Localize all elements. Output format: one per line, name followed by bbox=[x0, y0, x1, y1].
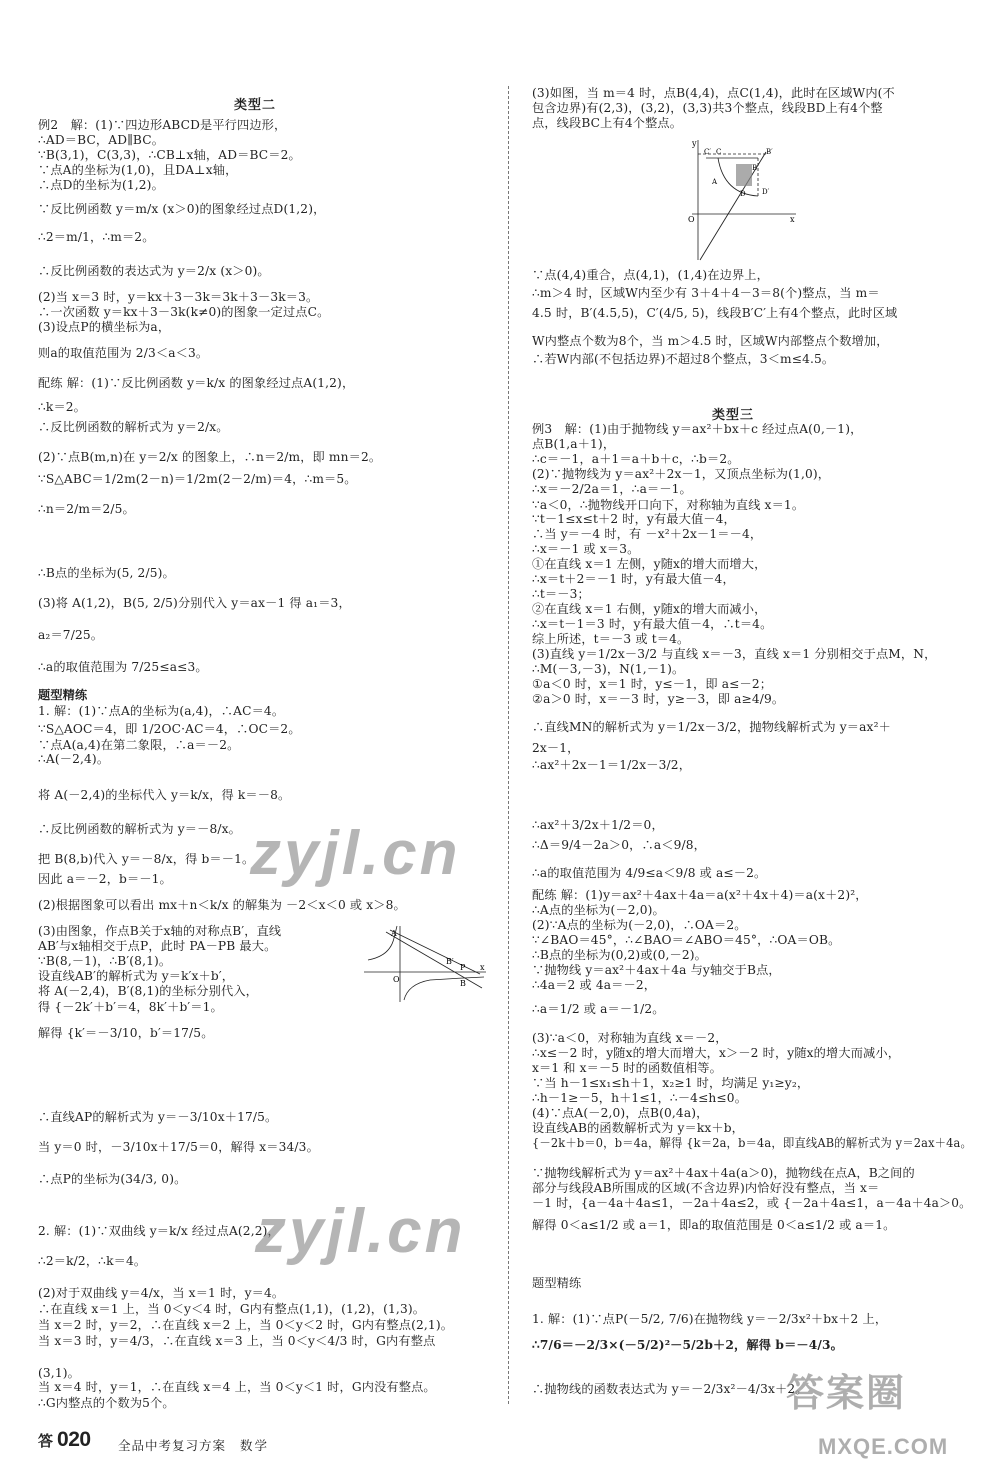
right-text-line: 点B(1,a＋1)， bbox=[532, 437, 616, 451]
right-text-line: ∵抛物线 y＝ax²＋4ax＋4a 与y轴交于B点， bbox=[532, 963, 781, 977]
left-text-line: ∴点D的坐标为(1,2)。 bbox=[38, 178, 164, 192]
left-text-line: a₂＝7/25。 bbox=[38, 628, 104, 642]
right-text-line: ∴Δ＝9/4－2a＞0，∴a＜9/8， bbox=[532, 838, 706, 852]
left-text-line: (2)当 x＝3 时，y＝kx＋3－3k＝3k＋3－3k＝3。 bbox=[38, 290, 319, 304]
fig-label-b-prime: B′ bbox=[766, 148, 773, 156]
right-text-line: (3)∵a＜0，对称轴为直线 x＝－2， bbox=[532, 1031, 728, 1045]
right-text-line: ∴a的取值范围为 4/9≤a＜9/8 或 a≤－2。 bbox=[532, 866, 767, 880]
right-text-line: (3)直线 y＝1/2x－3/2 与直线 x＝－3，直线 x＝1 分别相交于点M，N， bbox=[532, 647, 937, 661]
page-number-badge bbox=[38, 1428, 91, 1452]
left-text-line: ∴G内整点的个数为5个。 bbox=[38, 1396, 175, 1410]
left-text-line: 1. 解：(1)∵点A的坐标为(a,4)，∴AC＝4。 bbox=[38, 704, 285, 718]
left-text-line: 当 y＝0 时，－3/10x＋17/5＝0，解得 x＝34/3。 bbox=[38, 1140, 319, 1154]
right-text-line: ∴7/6＝－2/3×(－5/2)²－5/2b＋2，解得 b＝－4/3。 bbox=[532, 1338, 843, 1352]
right-text-line: ∵t－1≤x≤t＋2 时，y有最大值－4， bbox=[532, 512, 736, 526]
right-text-line: (2)∵抛物线为 y＝ax²＋2x－1，又顶点坐标为(1,0)， bbox=[532, 467, 831, 481]
right-text-line: ∴m＞4 时，区域W内至少有 3＋4＋4－3＝8(个)整点，当 m＝ bbox=[532, 286, 880, 300]
right-text-line: ∴x＝－1 或 x＝3。 bbox=[532, 542, 640, 556]
fig-label-d-prime: D′ bbox=[762, 188, 770, 196]
fig-label-x: x bbox=[480, 963, 485, 972]
left-text-line: (3)设点P的横坐标为a， bbox=[38, 320, 171, 334]
right-text-line: 题型精练 bbox=[532, 1276, 582, 1290]
left-text-line: ∵S△ABC＝1/2m(2－n)＝1/2m(2－2/m)＝4，∴m＝5。 bbox=[38, 472, 357, 486]
left-text-line: 得 {－2k′＋b′＝4，8k′＋b′＝1。 bbox=[38, 1000, 223, 1014]
left-text-line: ∴a的取值范围为 7/25≤a≤3。 bbox=[38, 660, 208, 674]
fig-label-b: B bbox=[752, 164, 758, 172]
fig-label-b-prime: B′ bbox=[446, 957, 454, 966]
hyperbola-branch-4 bbox=[404, 977, 484, 1000]
left-text-line: (2)根据图象可以看出 mx＋n＜k/x 的解集为 －2＜x＜0 或 x＞8。 bbox=[38, 898, 406, 912]
left-text-line: ∴A(－2,4)。 bbox=[38, 752, 110, 766]
right-text-line: ∴x＝－2/2a＝1，∴a＝－1。 bbox=[532, 482, 692, 496]
shaded-region bbox=[736, 164, 752, 186]
left-text-line: ∵点A的坐标为(1,0)，且DA⊥x轴， bbox=[38, 163, 238, 177]
left-text-line: (3)由图象，作点B关于x轴的对称点B′，直线 bbox=[38, 924, 282, 938]
right-text-line: ∵当 h－1≤x₁≤h＋1，x₂≥1 时，均满足 y₁≥y₂， bbox=[532, 1076, 810, 1090]
right-text-line: ∵点(4,4)重合，点(4,1)，(1,4)在边界上， bbox=[532, 268, 769, 282]
right-text-line: ①a＜0 时，x＝1 时，y≤－1，即 a≤－2； bbox=[532, 677, 773, 691]
left-text-line: (3,1)。 bbox=[38, 1366, 80, 1380]
left-text-line: 将 A(－2,4)，B′(8,1)的坐标分别代入， bbox=[38, 984, 258, 998]
left-text-line: (2)∵点B(m,n)在 y＝2/x 的图象上，∴n＝2/m，即 mn＝2。 bbox=[38, 450, 382, 464]
right-text-line: 包含边界)有(2,3)，(3,2)，(3,3)共3个整点，线段BD上有4个整 bbox=[532, 101, 883, 115]
left-text-line: ∴n＝2/m＝2/5。 bbox=[38, 502, 135, 516]
left-text-line: ∴反比例函数的解析式为 y＝－8/x。 bbox=[38, 822, 241, 836]
watermark-mxqe: MXQE.COM bbox=[818, 1434, 949, 1459]
right-text-line: ∴B点的坐标为(0,2)或(0,－2)。 bbox=[532, 948, 707, 962]
right-text-line: ②a＞0 时，x＝－3 时，y≥－3，即 a≥4/9。 bbox=[532, 692, 785, 706]
region-w-figure bbox=[678, 136, 802, 262]
right-text-line: ∵∠BAO＝45°，∴∠BAO＝∠ABO＝45°，∴OA＝OB。 bbox=[532, 933, 841, 947]
line-ab-prime bbox=[390, 930, 480, 974]
left-text-line: (3)将 A(1,2)，B(5, 2/5)分别代入 y＝ax－1 得 a₁＝3， bbox=[38, 596, 351, 610]
section-heading-type-3: 类型三 bbox=[712, 408, 755, 423]
answer-mark: 答 bbox=[38, 1433, 54, 1450]
subject-label: 数学 bbox=[240, 1439, 270, 1453]
left-text-line: ∵B(3,1)，C(3,3)，∴CB⊥x轴，AD＝BC＝2。 bbox=[38, 148, 301, 162]
fig-label-d: D bbox=[740, 190, 746, 198]
right-text-line: (2)∵A点的坐标为(－2,0)，∴OA＝2。 bbox=[532, 918, 747, 932]
fig-label-a: A bbox=[391, 929, 397, 938]
right-text-line: ∴A点的坐标为(－2,0)。 bbox=[532, 903, 665, 917]
left-text-line: ∵S△AOC＝4，即 1/2OC·AC＝4，∴OC＝2。 bbox=[38, 722, 301, 736]
right-text-line: 部分与线段AB所围成的区域(不含边界)内恰好没有整点，当 x＝ bbox=[532, 1181, 880, 1195]
right-text-line: (4)∵点A(－2,0)，点B(0,4a)， bbox=[532, 1106, 709, 1120]
right-text-line: {－2k＋b＝0，b＝4a，解得 {k＝2a，b＝4a，即直线AB的解析式为 y＝2ax＋4a。 bbox=[532, 1136, 972, 1150]
right-text-line: ∴x≤－2 时，y随x的增大而增大，x＞－2 时，y随x的增大而减小， bbox=[532, 1046, 901, 1060]
left-text-line: ∴在直线 x＝1 上，当 0＜y＜4 时，G内有整点(1,1)，(1,2)，(1,3)。 bbox=[38, 1302, 426, 1316]
right-text-line: ∴直线MN的解析式为 y＝1/2x－3/2，抛物线解析式为 y＝ax²＋ bbox=[532, 720, 891, 734]
fig-label-y: y bbox=[692, 139, 697, 148]
left-text-line: ∵点A(a,4)在第二象限，∴a＝－2。 bbox=[38, 738, 240, 752]
page-number: 020 bbox=[57, 1428, 91, 1451]
fig-label-b: B bbox=[460, 979, 466, 988]
watermark-zyjl-1: zyjl.cn bbox=[250, 819, 461, 888]
watermark-zyjl-2: zyjl.cn bbox=[255, 1197, 466, 1266]
book-title: 全品中考复习方案 bbox=[118, 1439, 227, 1453]
right-text-line: 2x－1， bbox=[532, 741, 580, 755]
right-text-line: ∴c＝－1，a＋1＝a＋b＋c，∴b＝2。 bbox=[532, 452, 740, 466]
column-divider bbox=[508, 86, 509, 1404]
left-text-line: 当 x＝4 时，y＝1，∴在直线 x＝4 上，当 0＜y＜1 时，G内没有整点。 bbox=[38, 1380, 436, 1394]
right-text-line: ∴当 y＝－4 时，有 －x²＋2x－1＝－4， bbox=[532, 527, 763, 541]
right-text-line: ∴x＝t＋2＝－1 时，y有最大值－4， bbox=[532, 572, 735, 586]
right-text-line: 4.5 时，B′(4.5,5)，C′(4/5, 5)，线段B′C′上有4个整点，此时区域 bbox=[532, 306, 898, 320]
left-text-line: ∴一次函数 y＝kx＋3－3k(k≠0)的图象一定过点C。 bbox=[38, 305, 330, 319]
left-text-line: ∴点P的坐标为(34/3, 0)。 bbox=[38, 1172, 187, 1186]
fig-label-p: P bbox=[460, 963, 466, 972]
right-text-line: ∵抛物线解析式为 y＝ax²＋4ax＋4a(a＞0)，抛物线在点A，B之间的 bbox=[532, 1166, 915, 1180]
right-text-line: ∴M(－3,－3)，N(1,－1)。 bbox=[532, 662, 685, 676]
fig-label-o: O bbox=[393, 975, 400, 984]
fig-label-c-prime: C′ bbox=[704, 148, 711, 156]
fig-label-o: O bbox=[688, 215, 695, 224]
left-text-line: ∴k＝2。 bbox=[38, 400, 87, 414]
section-heading-type-2: 类型二 bbox=[234, 98, 277, 113]
fig-label-a: A bbox=[712, 178, 718, 186]
left-text-line: ∴反比例函数的表达式为 y＝2/x (x＞0)。 bbox=[38, 264, 270, 278]
left-text-line: ∴2＝m/1，∴m＝2。 bbox=[38, 230, 155, 244]
right-text-line: ∴t＝－3； bbox=[532, 587, 590, 601]
right-text-line: ①在直线 x＝1 左侧，y随x的增大而增大， bbox=[532, 557, 767, 571]
right-text-line: x＝1 和 x＝－5 时的函数值相等。 bbox=[532, 1061, 722, 1075]
left-text-line: ∴AD＝BC，AD∥BC。 bbox=[38, 133, 165, 147]
left-text-line: 把 B(8,b)代入 y＝－8/x，得 b＝－1。 bbox=[38, 852, 255, 866]
right-text-line: 配练 解：(1)y＝ax²＋4ax＋4a＝a(x²＋4x＋4)＝a(x＋2)²， bbox=[532, 888, 868, 902]
right-text-line: 点，线段BC上有4个整点。 bbox=[532, 116, 683, 130]
left-text-line: 当 x＝3 时，y＝4/3，∴在直线 x＝3 上，当 0＜y＜4/3 时，G内有整点 bbox=[38, 1334, 436, 1348]
right-text-line: (3)如图，当 m＝4 时，点B(4,4)，点C(1,4)，此时在区域W内(不 bbox=[532, 86, 895, 100]
left-text-line: 2. 解：(1)∵双曲线 y＝k/x 经过点A(2,2)， bbox=[38, 1224, 280, 1238]
right-text-line: ∴x＝t－1＝3 时，y有最大值－4，∴t＝4。 bbox=[532, 617, 773, 631]
left-text-line: ∴B点的坐标为(5, 2/5)。 bbox=[38, 566, 175, 580]
left-text-line: ∴反比例函数的解析式为 y＝2/x。 bbox=[38, 420, 229, 434]
left-text-line: 配练 解：(1)∵反比例函数 y＝k/x 的图象经过点A(1,2)， bbox=[38, 376, 355, 390]
right-text-line: ∴a＝1/2 或 a＝－1/2。 bbox=[532, 1002, 665, 1016]
right-text-line: ∴若W内部(不包括边界)不超过8个整点，3＜m≤4.5。 bbox=[532, 352, 835, 366]
left-text-line: ∵B(8,－1)，∴B′(8,1)。 bbox=[38, 954, 172, 968]
left-text-line: ∴2＝k/2，∴k＝4。 bbox=[38, 1254, 147, 1268]
right-text-line: ∵a＜0，∴抛物线开口向下，对称轴为直线 x＝1。 bbox=[532, 498, 805, 512]
right-text-line: ∴h－1≥－5，h＋1≤1，∴－4≤h≤0。 bbox=[532, 1091, 748, 1105]
right-text-line: 1. 解：(1)∵点P(－5/2, 7/6)在抛物线 y＝－2/3x²＋bx＋2 上， bbox=[532, 1312, 888, 1326]
right-text-line: ∴ax²＋3/2x＋1/2＝0， bbox=[532, 818, 664, 832]
right-text-line: －1 时，{a－4a＋4a≤1，－2a＋4a≤2，或 {－2a＋4a≤1，a－4a＋4a＞0。 bbox=[532, 1196, 972, 1210]
fig-label-c: C bbox=[716, 148, 722, 156]
right-text-line: ∴ax²＋2x－1＝1/2x－3/2， bbox=[532, 758, 692, 772]
right-text-line: ∴抛物线的函数表达式为 y＝－2/3x²－4/3x＋2。 bbox=[532, 1382, 808, 1396]
left-text-line: 因此 a＝－2，b＝－1。 bbox=[38, 872, 172, 886]
left-text-line: 当 x＝2 时，y＝2，∴在直线 x＝2 上，当 0＜y＜2 时，G内有整点(2,1)。 bbox=[38, 1318, 454, 1332]
right-text-line: W内整点个数为8个，当 m＞4.5 时，区域W内部整点个数增加， bbox=[532, 334, 889, 348]
right-text-line: 综上所述，t＝－3 或 t＝4。 bbox=[532, 632, 690, 646]
right-text-line: 例3 解：(1)由于抛物线 y＝ax²＋bx＋c 经过点A(0,－1)， bbox=[532, 422, 863, 436]
hyperbola-figure bbox=[360, 922, 490, 1004]
left-text-line: 题型精练 bbox=[38, 688, 88, 702]
left-text-line: 例2 解：(1)∵四边形ABCD是平行四边形， bbox=[38, 118, 287, 132]
left-text-line: 解得 {k′＝－3/10，b′＝17/5。 bbox=[38, 1026, 214, 1040]
right-text-line: 设直线AB的函数解析式为 y＝kx＋b， bbox=[532, 1121, 745, 1135]
left-text-line: 将 A(－2,4)的坐标代入 y＝k/x，得 k＝－8。 bbox=[38, 788, 291, 802]
right-text-line: 解得 0＜a≤1/2 或 a＝1，即a的取值范围是 0＜a≤1/2 或 a＝1。 bbox=[532, 1218, 896, 1232]
right-text-line: ②在直线 x＝1 右侧，y随x的增大而减小， bbox=[532, 602, 767, 616]
left-text-line: 则a的取值范围为 2/3＜a＜3。 bbox=[38, 346, 209, 360]
right-text-line: ∴4a＝2 或 4a＝－2， bbox=[532, 978, 657, 992]
left-text-line: ∴直线AP的解析式为 y＝－3/10x＋17/5。 bbox=[38, 1110, 278, 1124]
left-text-line: ∵反比例函数 y＝m/x (x＞0)的图象经过点D(1,2)， bbox=[38, 202, 326, 216]
left-text-line: AB′与x轴相交于点P，此时 PA－PB 最大。 bbox=[38, 939, 277, 953]
left-text-line: (2)对于双曲线 y＝4/x，当 x＝1 时，y＝4。 bbox=[38, 1286, 285, 1300]
watermark-daanquan: 答案圈 bbox=[786, 1373, 907, 1415]
left-text-line: 设直线AB′的解析式为 y＝k′x＋b′， bbox=[38, 969, 235, 983]
fig-label-x: x bbox=[790, 215, 795, 224]
